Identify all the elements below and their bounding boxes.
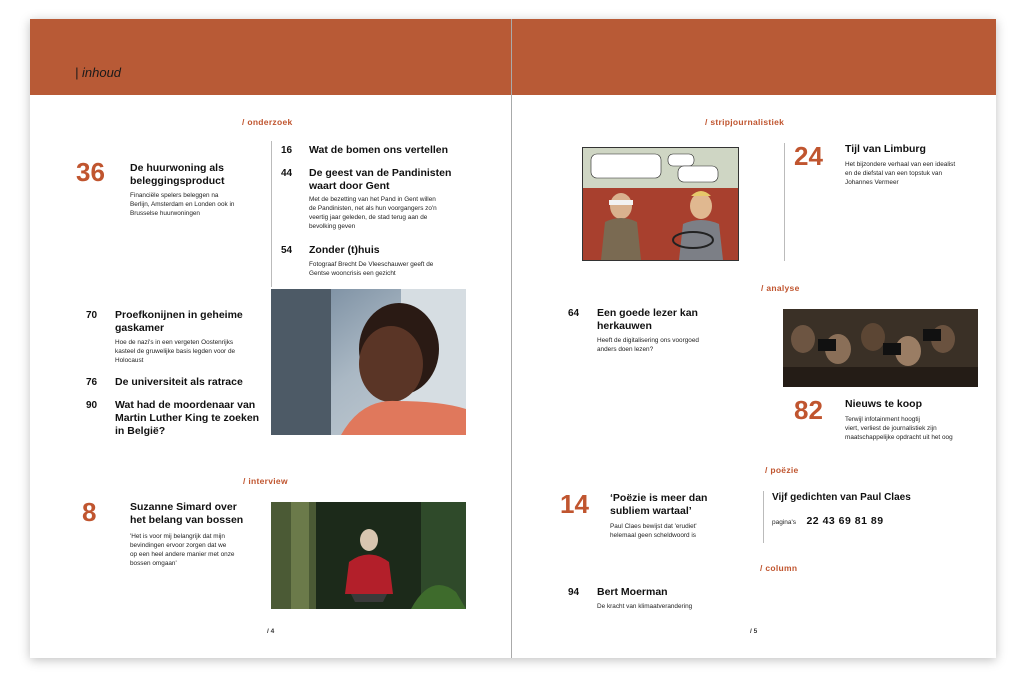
poems-pages — [772, 511, 884, 529]
comic-image — [583, 148, 738, 260]
item-description: De kracht van klimaatverandering — [597, 603, 693, 610]
photographers-image — [783, 309, 978, 387]
column-divider — [271, 141, 272, 287]
page-header: | inhoud — [75, 65, 122, 80]
item-number: 76 — [86, 377, 98, 388]
analyse-description: Terwijl infotainment hoogtij viert, verliest de journalistiek zijn maatschappelijke opdracht uit het oog — [845, 416, 953, 441]
column-divider — [763, 491, 764, 543]
pages-list: 22 43 69 81 89 — [806, 515, 884, 527]
header-band — [512, 19, 996, 95]
item-number: 44 — [281, 168, 293, 179]
section-analyse: / analyse — [761, 283, 800, 293]
header-band — [30, 19, 512, 95]
magazine-spread — [30, 19, 996, 658]
section-stripjournalistiek: / stripjournalistiek — [705, 117, 785, 127]
comic-panel — [582, 147, 739, 261]
portrait-photo — [271, 289, 466, 435]
feature-number: 36 — [76, 157, 105, 187]
left-page — [30, 19, 512, 658]
section-poezie: / poëzie — [765, 465, 799, 475]
poems-title[interactable]: Vijf gedichten van Paul Claes — [772, 492, 911, 503]
strip-number: 24 — [794, 141, 823, 171]
item-title[interactable]: Een goede lezer kan herkauwen — [597, 307, 698, 332]
item-number: 64 — [568, 308, 580, 319]
item-number: 54 — [281, 245, 293, 256]
pages-label: pagina's — [772, 519, 797, 526]
item-title[interactable]: Wat had de moordenaar van Martin Luther King te zoeken in België? — [115, 399, 260, 437]
analyse-number: 82 — [794, 395, 823, 425]
feature-title[interactable]: De huurwoning als beleggingsproduct — [130, 162, 225, 187]
forest-photo — [271, 502, 466, 609]
poezie-number: 14 — [560, 489, 589, 519]
interview-description: 'Het is voor mij belangrijk dat mijn bevindingen ervoor zorgen dat we op een heel andere manier met onze bossen omgaan' — [130, 533, 235, 567]
item-title[interactable]: Zonder (t)huis — [309, 244, 380, 256]
woman-image — [271, 289, 466, 435]
item-number: 16 — [281, 145, 293, 156]
item-description: Fotograaf Brecht De Vleeschauwer geeft de Gentse wooncrisis een gezicht — [309, 261, 434, 277]
item-description: Hoe de nazi's in een vergeten Oostenrijks kasteel de gruwelijke basis legden voor de Holocaust — [115, 339, 236, 364]
analyse-title[interactable]: Nieuws te koop — [845, 398, 923, 410]
item-title[interactable]: Bert Moerman — [597, 586, 668, 598]
interview-number: 8 — [82, 497, 97, 527]
right-page — [512, 19, 996, 658]
page-number: / 4 — [267, 628, 275, 635]
press-photo — [783, 309, 978, 387]
poezie-description: Paul Claes bewijst dat 'erudiet' helemaal geen scheldwoord is — [610, 523, 697, 539]
item-description: Heeft de digitalisering ons voorgoed anders doen lezen? — [597, 337, 699, 353]
item-title[interactable]: De universiteit als ratrace — [115, 376, 243, 388]
item-number: 70 — [86, 310, 98, 321]
section-interview: / interview — [243, 476, 288, 486]
section-column: / column — [760, 563, 798, 573]
interview-title[interactable]: Suzanne Simard over het belang van bossen — [130, 501, 244, 526]
item-title[interactable]: De geest van de Pandinisten waart door Gent — [309, 167, 452, 192]
page-number: / 5 — [750, 628, 758, 635]
item-number: 90 — [86, 400, 98, 411]
section-onderzoek: / onderzoek — [242, 117, 293, 127]
column-divider — [784, 143, 785, 261]
forest-image — [271, 502, 466, 609]
item-number: 94 — [568, 587, 580, 598]
item-title[interactable]: Proefkonijnen in geheime gaskamer — [115, 309, 243, 334]
feature-description: Financiële spelers beleggen na Berlijn, Amsterdam en Londen ook in Brusselse huurwoningen — [130, 192, 235, 217]
item-description: Met de bezetting van het Pand in Gent willen de Pandinisten, net als hun voorgangers zo'n veertig jaar geleden, de stad terug aan de bevolking geven — [309, 196, 437, 230]
strip-description: Het bijzondere verhaal van een idealist en de diefstal van een topstuk van Johannes Vermeer — [845, 161, 956, 186]
poezie-title[interactable]: ‘Poëzie is meer dan subliem wartaal’ — [610, 492, 708, 517]
item-title[interactable]: Wat de bomen ons vertellen — [309, 144, 449, 156]
strip-title[interactable]: Tijl van Limburg — [845, 143, 926, 155]
